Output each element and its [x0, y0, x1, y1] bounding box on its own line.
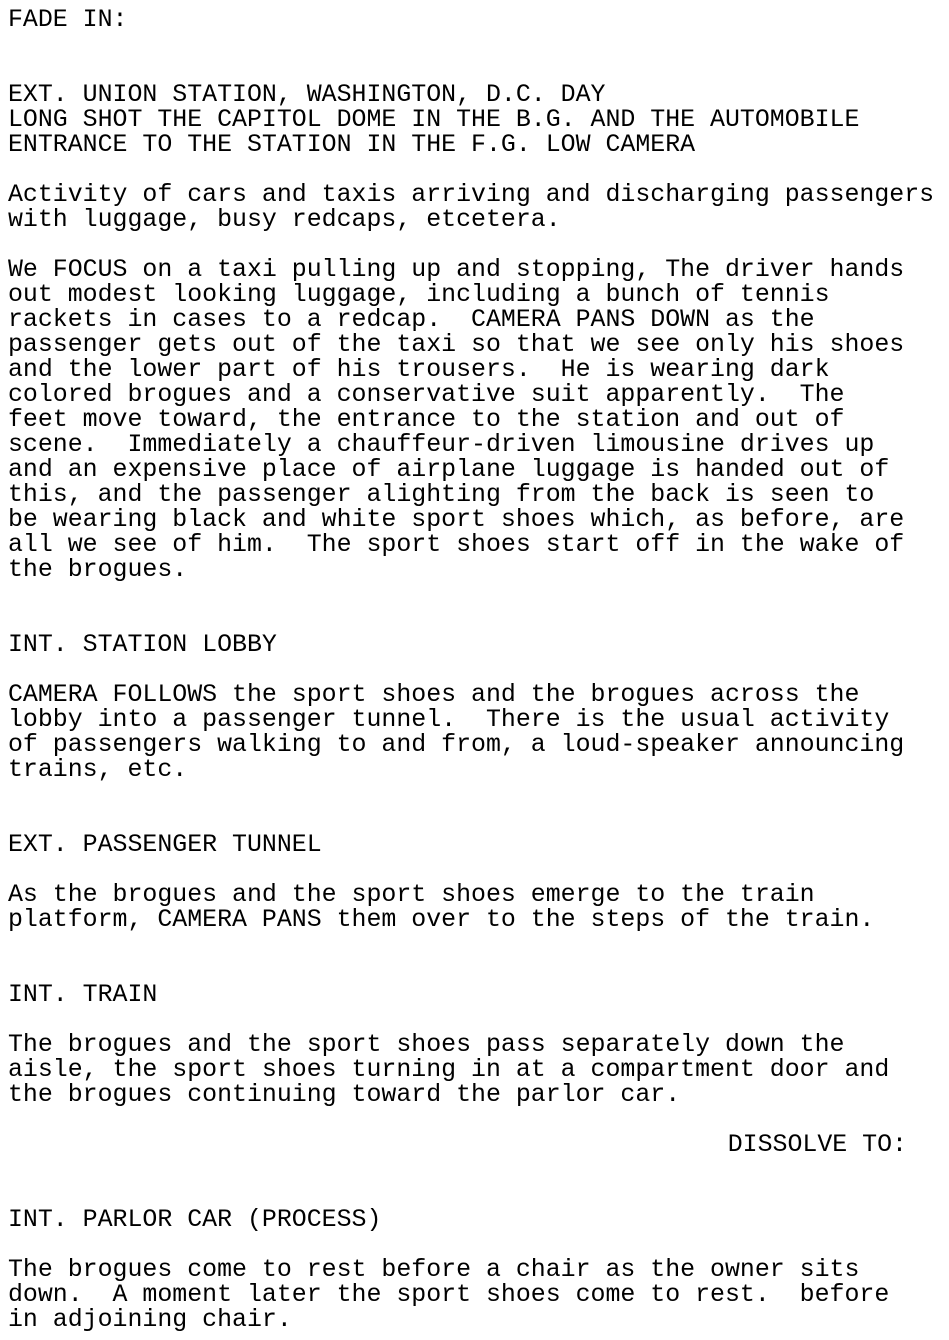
- action-line: Activity of cars and taxis arriving and discharging passengers: [8, 181, 935, 209]
- shot-description: LONG SHOT THE CAPITOL DOME IN THE B.G. AND THE AUTOMOBILE: [8, 106, 860, 134]
- blank-line: [8, 808, 943, 833]
- action-line: platform, CAMERA PANS them over to the steps of the train.: [8, 906, 875, 934]
- blank-line: [8, 1233, 943, 1258]
- scene-heading: INT. PARLOR CAR (PROCESS): [8, 1206, 382, 1234]
- blank-line: [8, 958, 943, 983]
- blank-line: [8, 33, 943, 58]
- blank-line: [8, 858, 943, 883]
- blank-line: [8, 658, 943, 683]
- action-line: of passengers walking to and from, a loud-speaker announcing: [8, 731, 905, 759]
- action-line: with luggage, busy redcaps, etcetera.: [8, 206, 561, 234]
- transition: DISSOLVE TO:: [727, 1131, 907, 1159]
- action-line: The brogues and the sport shoes pass separately down the: [8, 1031, 845, 1059]
- scene-heading: INT. TRAIN: [8, 981, 158, 1009]
- blank-line: [8, 1183, 943, 1208]
- action-line: out modest looking luggage, including a bunch of tennis: [8, 281, 830, 309]
- blank-line: [8, 1008, 943, 1033]
- action-line: As the brogues and the sport shoes emerge to the train: [8, 881, 815, 909]
- action-line: down. A moment later the sport shoes come to rest. before: [8, 1281, 890, 1309]
- blank-line: [8, 1108, 943, 1133]
- action-line: all we see of him. The sport shoes start off in the wake of: [8, 531, 905, 559]
- shot-description: ENTRANCE TO THE STATION IN THE F.G. LOW CAMERA: [8, 131, 696, 159]
- action-line: colored brogues and a conservative suit apparently. The: [8, 381, 845, 409]
- action-line: the brogues continuing toward the parlor car.: [8, 1081, 681, 1109]
- scene-heading: EXT. UNION STATION, WASHINGTON, D.C. DAY: [8, 81, 606, 109]
- blank-line: [8, 583, 943, 608]
- action-line: and an expensive place of airplane luggage is handed out of: [8, 456, 890, 484]
- action-line: rackets in cases to a redcap. CAMERA PANS DOWN as the: [8, 306, 815, 334]
- action-line: this, and the passenger alighting from the back is seen to: [8, 481, 875, 509]
- blank-line: [8, 58, 943, 83]
- screenplay-page: [8, 8, 943, 1333]
- action-line: We FOCUS on a taxi pulling up and stopping, The driver hands: [8, 256, 905, 284]
- action-line: be wearing black and white sport shoes which, as before, are: [8, 506, 905, 534]
- scene-heading: EXT. PASSENGER TUNNEL: [8, 831, 322, 859]
- blank-line: [8, 1158, 943, 1183]
- blank-line: [8, 233, 943, 258]
- action-line: The brogues come to rest before a chair as the owner sits: [8, 1256, 860, 1284]
- action-line: aisle, the sport shoes turning in at a compartment door and: [8, 1056, 890, 1084]
- action-line: feet move toward, the entrance to the station and out of: [8, 406, 845, 434]
- action-line: and the lower part of his trousers. He is wearing dark: [8, 356, 830, 384]
- action-line: lobby into a passenger tunnel. There is the usual activity: [8, 706, 890, 734]
- action-line: scene. Immediately a chauffeur-driven limousine drives up: [8, 431, 875, 459]
- action-line: trains, etc.: [8, 756, 188, 784]
- blank-line: [8, 608, 943, 633]
- transition: FADE IN:: [8, 6, 128, 34]
- action-line: the brogues.: [8, 556, 188, 584]
- blank-line: [8, 783, 943, 808]
- action-line: passenger gets out of the taxi so that we see only his shoes: [8, 331, 905, 359]
- blank-line: [8, 158, 943, 183]
- action-line: CAMERA FOLLOWS the sport shoes and the brogues across the: [8, 681, 860, 709]
- scene-heading: INT. STATION LOBBY: [8, 631, 277, 659]
- blank-line: [8, 933, 943, 958]
- action-line: in adjoining chair.: [8, 1306, 292, 1334]
